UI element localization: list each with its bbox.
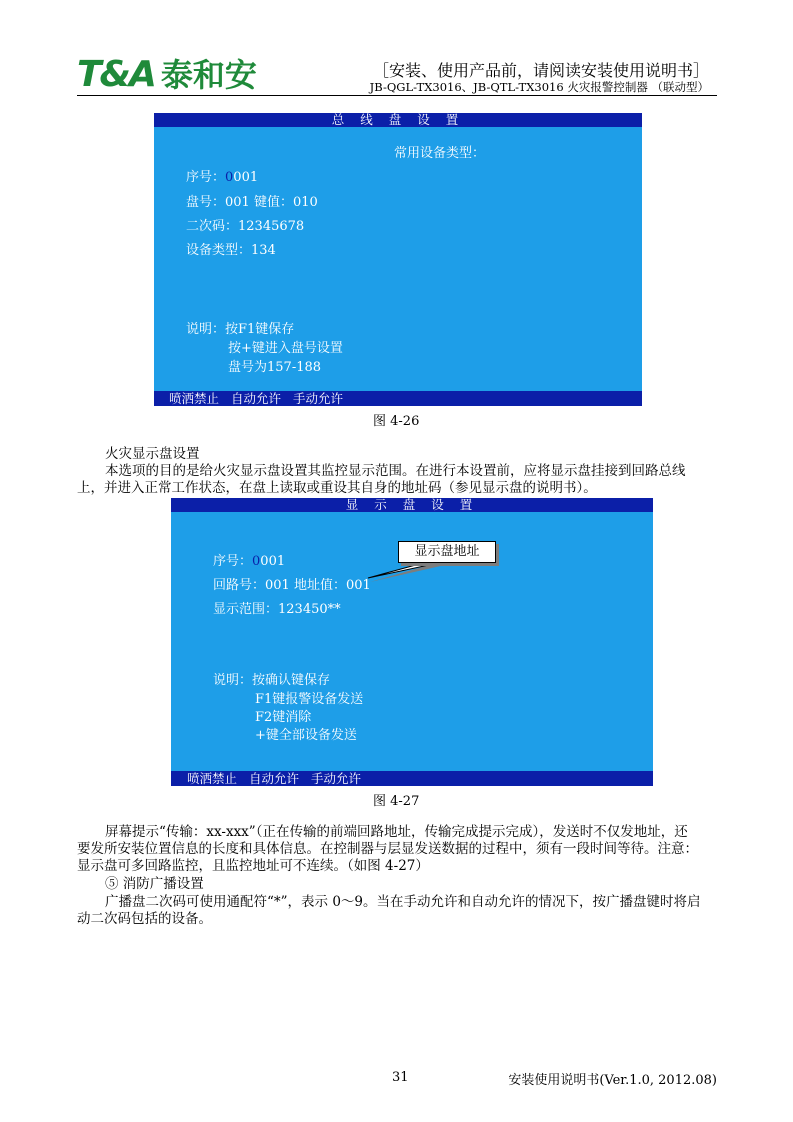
secondary-code-line: 二次码：12345678 (186, 219, 305, 234)
paragraph3-line1: 广播盘二次码可使用通配符“*”，表示 0～9。当在手动允许和自动允许的情况下，按广播盘键时将启 (105, 894, 701, 910)
status-manual-allowed: 手动允许 (311, 771, 362, 786)
status-manual-allowed: 手动允许 (293, 391, 344, 406)
paragraph3-line2: 动二次码包括的设备。 (77, 911, 212, 927)
disk-key-line: 盘号：001 键值：010 (186, 195, 318, 210)
note-line-4: +键全部设备发送 (255, 728, 357, 743)
display-range-line: 显示范围：123450** (213, 602, 341, 617)
status-auto-allowed: 自动允许 (231, 391, 282, 406)
status-auto-allowed: 自动允许 (249, 771, 300, 786)
device-type-line: 设备类型：134 (186, 243, 276, 258)
paragraph2-line1: 屏幕提示“传输：xx-xxx”（正在传输的前端回路地址，传输完成提示完成），发送时不仅发地址，还 (105, 824, 688, 840)
paragraph1-line1: 本选项的目的是给火灾显示盘设置其监控显示范围。在进行本设置前，应将显示盘挂接到回路总线 (105, 463, 686, 479)
seq-value: 001 (233, 170, 259, 185)
figure-caption-4-26: 图 4-26 (373, 414, 420, 429)
loop-address-line: 回路号：001 地址值：001 (213, 578, 371, 593)
seq-cursor: 0 (225, 170, 234, 185)
logo-company-name: 泰和安 (160, 56, 257, 94)
page-number: 31 (392, 1070, 409, 1085)
seq-label: 序号： (186, 170, 226, 185)
display-address-callout: 显示盘地址 (398, 541, 496, 563)
paragraph2-line2: 要发所安装位置信息的长度和具体信息。在控制器与层显发送数据的过程中，须有一段时间等待。注意： (77, 841, 698, 857)
screen-title: 显 示 盘 设 置 (171, 498, 653, 512)
paragraph2-line3: 显示盘可多回路监控，且监控地址可不连续。（如图 4-27） (77, 858, 429, 874)
note-line-3: F2键消除 (255, 710, 312, 725)
note-line-2: F1键报警设备发送 (255, 692, 364, 707)
note-line-1: 说明：按F1键保存 (186, 322, 295, 337)
screen-title: 总 线 盘 设 置 (154, 113, 642, 127)
header-model: JB-QGL-TX3016、JB-QTL-TX3016 火灾报警控制器 （联动型） (369, 80, 709, 94)
note-line-3: 盘号为157-188 (228, 360, 322, 375)
item5-heading: ⑤ 消防广播设置 (105, 876, 204, 892)
header-notice: ［安装、使用产品前，请阅读安装使用说明书］ (372, 61, 709, 80)
common-device-type-label: 常用设备类型： (394, 146, 486, 161)
note-line-1: 说明：按确认键保存 (213, 673, 331, 688)
seq-value: 001 (260, 554, 286, 569)
seq-label: 序号： (213, 554, 253, 569)
logo-mark: T&A (77, 54, 155, 95)
paragraph1-line2: 上，并进入正常工作状态，在盘上读取或重设其自身的地址码（参见显示盘的说明书）。 (77, 480, 597, 496)
note-line-2: 按+键进入盘号设置 (228, 341, 343, 356)
status-spray-disabled: 喷洒禁止 (187, 771, 238, 786)
section-title: 火灾显示盘设置 (105, 446, 200, 462)
status-spray-disabled: 喷洒禁止 (169, 391, 220, 406)
seq-cursor: 0 (252, 554, 261, 569)
manual-version: 安装使用说明书(Ver.1.0, 2012.08) (508, 1073, 717, 1088)
figure-caption-4-27: 图 4-27 (373, 794, 420, 809)
